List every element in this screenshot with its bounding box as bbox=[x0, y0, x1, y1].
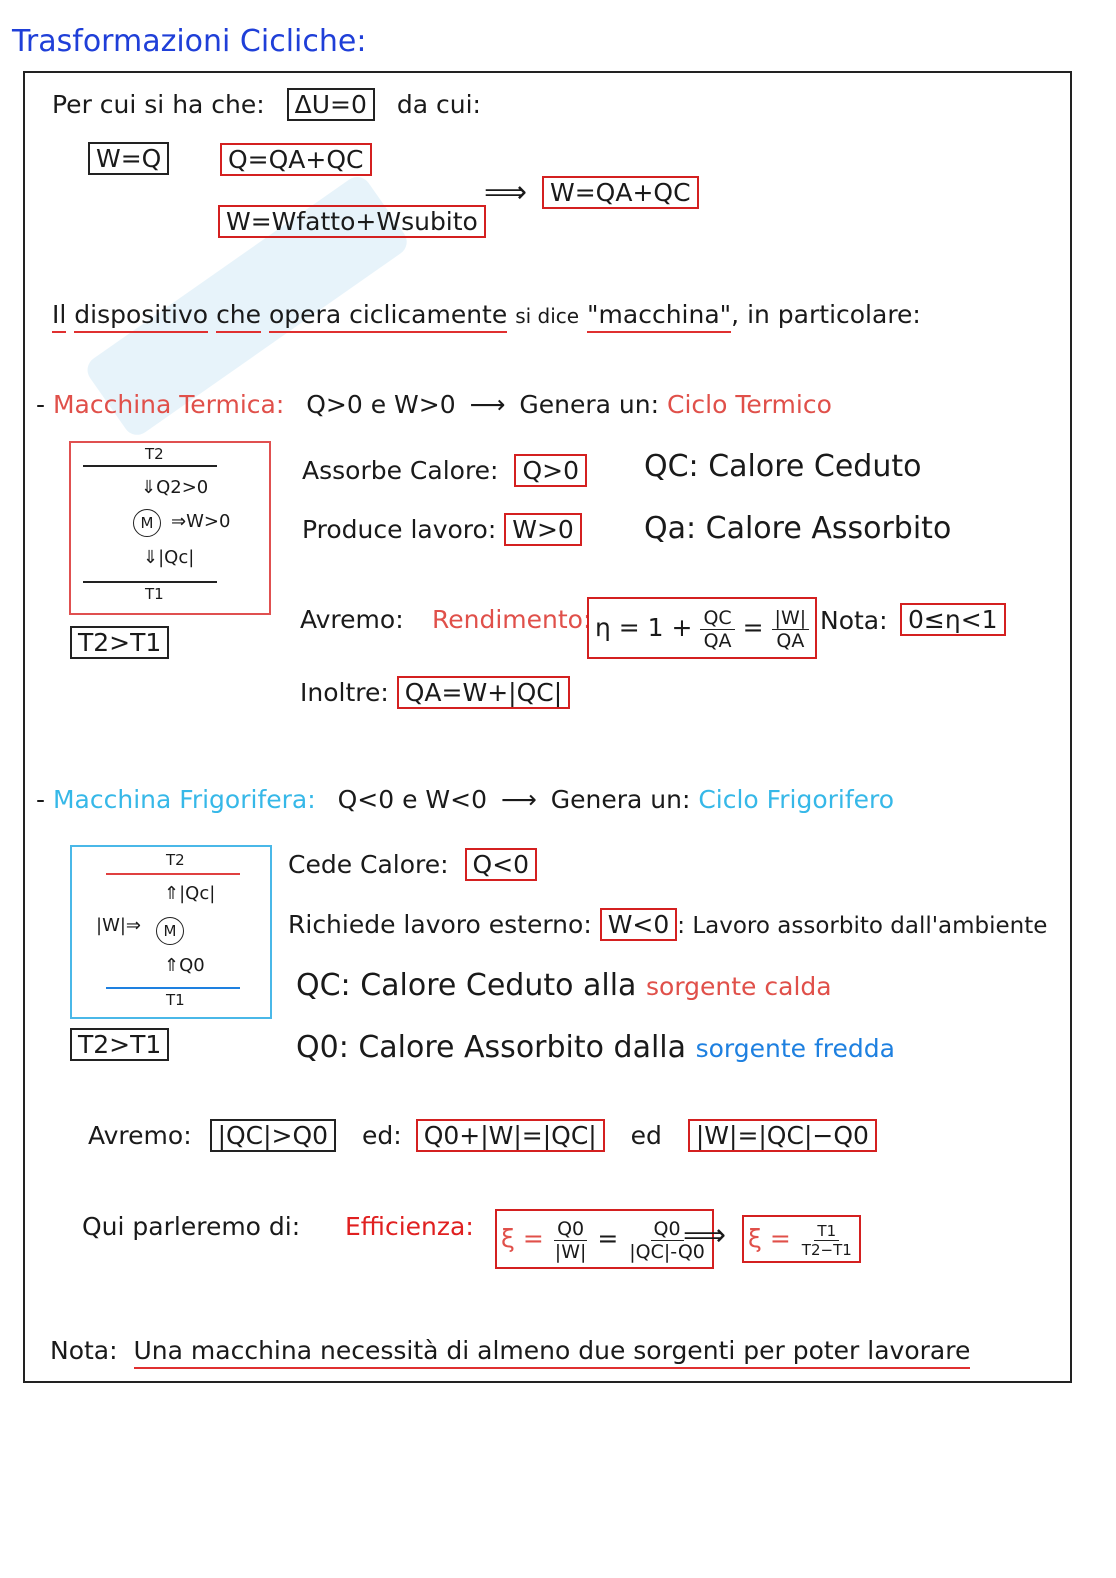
ef3-den: T2−T1 bbox=[801, 1240, 852, 1259]
machine-circle: M bbox=[133, 509, 161, 537]
ef3-num: T1 bbox=[814, 1222, 839, 1241]
fridge-cold-label: T1 bbox=[166, 991, 185, 1009]
richiede-line bbox=[288, 908, 1047, 941]
inoltre-box: QA=W+|QC| bbox=[397, 676, 570, 709]
eff-fraction-1 bbox=[552, 1218, 590, 1263]
fridge-avremo: Avremo: bbox=[88, 1121, 192, 1150]
ef1-num: Q0 bbox=[554, 1218, 587, 1241]
intro-tail: da cui: bbox=[396, 90, 481, 119]
cold-reservoir-line bbox=[83, 581, 217, 583]
eta-symbol: η = 1 + bbox=[595, 613, 693, 642]
sorgente-fredda: sorgente fredda bbox=[695, 1034, 895, 1063]
q-sum-box: Q=QA+QC bbox=[220, 143, 372, 176]
fridge-q0-line bbox=[296, 1030, 895, 1065]
fridge-box-3: |W|=|QC|−Q0 bbox=[688, 1119, 877, 1152]
efficienza-implies: ⟹ bbox=[683, 1218, 727, 1253]
device-line bbox=[52, 300, 921, 329]
absorbs-label: Assorbe Calore: bbox=[302, 456, 499, 485]
thermal-dash: - bbox=[36, 390, 46, 419]
thermal-diagram bbox=[69, 441, 271, 615]
implies-arrow: ⟹ bbox=[484, 175, 528, 210]
fridge-hot-line bbox=[106, 873, 240, 875]
fridge-temp-box: T2>T1 bbox=[70, 1028, 169, 1061]
fridge-heading bbox=[36, 785, 894, 814]
nota-label: Nota: bbox=[820, 606, 888, 635]
thermal-heading bbox=[36, 390, 832, 419]
rend-f1-den: QA bbox=[703, 629, 732, 652]
fridge-machine-circle: M bbox=[156, 917, 184, 945]
inoltre-label: Inoltre: bbox=[300, 678, 389, 707]
qc-definition: QC: Calore Ceduto bbox=[644, 449, 922, 484]
device-part-1: Il bbox=[52, 300, 66, 333]
heat-out-label: ⇓|Qc| bbox=[143, 547, 195, 568]
thermal-arrow: ⟶ bbox=[469, 390, 506, 419]
w-sum-box: W=Wfatto+Wsubito bbox=[218, 205, 486, 238]
produces-label: Produce lavoro: bbox=[302, 515, 497, 544]
fridge-generates: Genera un: bbox=[550, 785, 691, 814]
rend-equals: = bbox=[742, 613, 764, 642]
final-note-label: Nota: bbox=[50, 1336, 118, 1365]
rendimento-label: Rendimento: bbox=[432, 605, 592, 634]
fridge-heat-out: ⇑|Qc| bbox=[164, 883, 216, 904]
sorgente-calda: sorgente calda bbox=[646, 972, 832, 1001]
cold-reservoir-label: T1 bbox=[145, 585, 164, 603]
qui-label: Qui parleremo di: bbox=[82, 1212, 301, 1241]
produces-line bbox=[302, 513, 582, 546]
fridge-ed-1: ed: bbox=[362, 1121, 402, 1150]
delta-u-box: ΔU=0 bbox=[287, 88, 375, 121]
absorbs-box: Q>0 bbox=[514, 454, 587, 487]
thermal-condition: Q>0 e W>0 bbox=[306, 390, 456, 419]
page-title: Trasformazioni Cicliche: bbox=[12, 24, 367, 59]
device-part-6: "macchina" bbox=[587, 300, 731, 333]
cede-line bbox=[288, 848, 537, 881]
fridge-hot-label: T2 bbox=[166, 851, 185, 869]
inoltre-line bbox=[300, 676, 570, 709]
nota-box: 0≤η<1 bbox=[900, 603, 1006, 636]
fridge-ed-2: ed bbox=[630, 1121, 662, 1150]
ef2-den: |QC|-Q0 bbox=[629, 1240, 705, 1263]
efficienza-carnot bbox=[742, 1215, 861, 1263]
richiede-box: W<0 bbox=[600, 908, 678, 941]
fridge-q0-def: Q0: Calore Assorbito dalla bbox=[296, 1030, 687, 1065]
ef2-num: Q0 bbox=[651, 1218, 684, 1241]
fridge-heat-in: ⇑Q0 bbox=[164, 955, 205, 976]
hot-reservoir-label: T2 bbox=[145, 445, 164, 463]
hot-reservoir-line bbox=[83, 465, 217, 467]
fridge-box-2: Q0+|W|=|QC| bbox=[416, 1119, 605, 1152]
rend-f1-num: QC bbox=[700, 607, 734, 630]
avremo-label: Avremo: bbox=[300, 605, 404, 634]
final-note-text: Una macchina necessità di almeno due sorgenti per poter lavorare bbox=[134, 1336, 971, 1369]
rend-fraction-2 bbox=[772, 607, 810, 652]
device-part-2: dispositivo bbox=[74, 300, 208, 333]
result-box: W=QA+QC bbox=[542, 176, 699, 209]
intro-line bbox=[52, 88, 481, 121]
device-part-5: si dice bbox=[515, 304, 580, 328]
fridge-cold-line bbox=[106, 987, 240, 989]
fridge-avremo-line bbox=[88, 1119, 877, 1152]
rendimento-formula bbox=[587, 597, 817, 659]
cede-box: Q<0 bbox=[465, 848, 538, 881]
richiede-label: Richiede lavoro esterno: bbox=[288, 910, 592, 939]
eff-fraction-3 bbox=[799, 1222, 855, 1259]
thermal-generates: Genera un: bbox=[519, 390, 660, 419]
fridge-work-in: |W|⇒ bbox=[96, 915, 142, 936]
fridge-cycle: Ciclo Frigorifero bbox=[698, 785, 895, 814]
eff-equals: = bbox=[597, 1224, 619, 1253]
work-out-label: ⇒W>0 bbox=[171, 511, 231, 532]
thermal-temp-box: T2>T1 bbox=[70, 626, 169, 659]
intro-lead: Per cui si ha che: bbox=[52, 90, 265, 119]
fridge-box-1: |QC|>Q0 bbox=[210, 1119, 337, 1152]
richiede-tail: : Lavoro assorbito dall'ambiente bbox=[677, 913, 1048, 939]
thermal-cycle: Ciclo Termico bbox=[666, 390, 832, 419]
cede-label: Cede Calore: bbox=[288, 850, 449, 879]
thermal-name: Macchina Termica: bbox=[52, 390, 285, 419]
efficienza-label: Efficienza: bbox=[345, 1212, 474, 1241]
fridge-diagram bbox=[70, 845, 272, 1019]
final-note bbox=[50, 1336, 970, 1365]
content-frame bbox=[23, 71, 1072, 1383]
device-part-4: opera ciclicamente bbox=[269, 300, 507, 333]
fridge-qc-line bbox=[296, 968, 832, 1003]
ef1-den: |W| bbox=[554, 1240, 587, 1263]
rend-fraction-1 bbox=[700, 607, 734, 652]
efficienza-formula bbox=[495, 1209, 714, 1269]
produces-box: W>0 bbox=[504, 513, 582, 546]
device-part-3: che bbox=[216, 300, 261, 333]
fridge-condition: Q<0 e W<0 bbox=[337, 785, 487, 814]
w-eq-q-box: W=Q bbox=[88, 142, 169, 175]
fridge-qc-def: QC: Calore Ceduto alla bbox=[296, 968, 637, 1003]
fridge-name: Macchina Frigorifera: bbox=[52, 785, 316, 814]
device-part-7: , in particolare: bbox=[731, 300, 921, 329]
xi-symbol: ξ = bbox=[501, 1224, 544, 1253]
rend-f2-den: QA bbox=[776, 629, 805, 652]
fridge-dash: - bbox=[36, 785, 46, 814]
heat-in-label: ⇓Q2>0 bbox=[141, 477, 209, 498]
qa-definition: Qa: Calore Assorbito bbox=[644, 511, 952, 546]
rend-f2-num: |W| bbox=[772, 607, 810, 630]
absorbs-line bbox=[302, 454, 587, 487]
fridge-arrow: ⟶ bbox=[500, 785, 537, 814]
xi-symbol-2: ξ = bbox=[748, 1224, 791, 1253]
